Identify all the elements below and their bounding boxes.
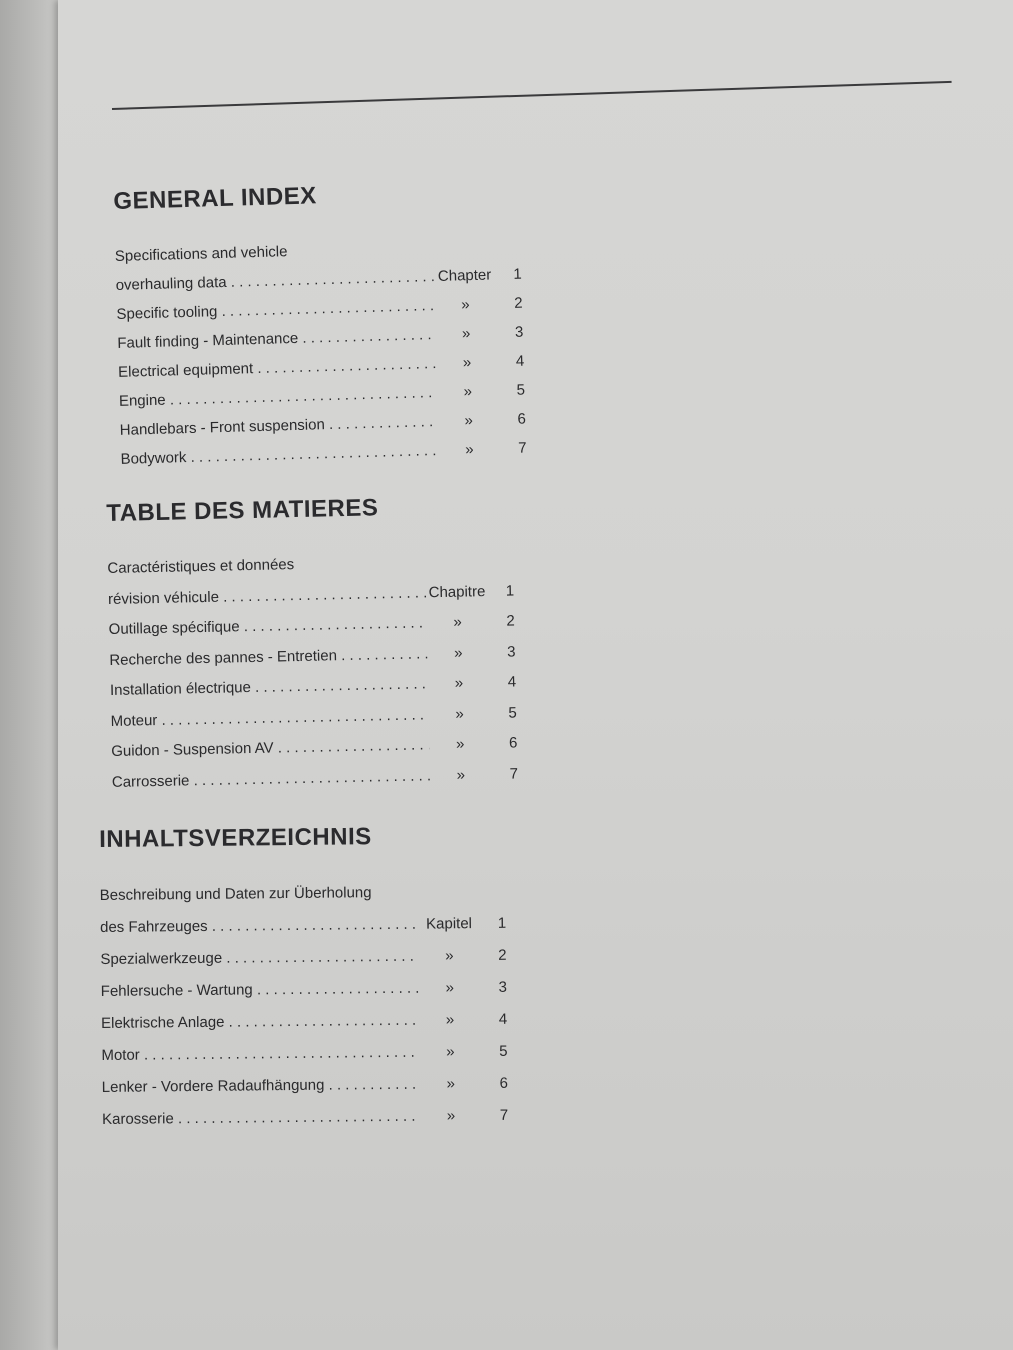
entry-label: Handlebars - Front suspension . . .	[119, 407, 438, 445]
section-title: TABLE DES MATIERES	[106, 494, 379, 527]
entry-chapter-number: 5	[499, 1042, 508, 1060]
entry-chapter-number: 1	[513, 265, 522, 283]
index-entry	[101, 971, 531, 1008]
entry-chapter-number: 7	[499, 1106, 509, 1124]
index-entry	[102, 1099, 532, 1136]
entry-chapter-word: »	[445, 947, 454, 965]
entry-chapter-word: »	[462, 354, 472, 372]
index-entry	[100, 907, 530, 944]
entry-chapter-word: »	[446, 1075, 455, 1093]
entry-label: Guidon - Suspension AV . . .	[111, 730, 430, 767]
entry-chapter-number: 5	[516, 381, 526, 399]
entry-label: des Fahrzeuges . . .	[100, 909, 418, 944]
entry-chapter-number: 6	[508, 734, 518, 752]
entry-chapter-word: »	[456, 766, 466, 784]
entry-chapter-word: Kapitel	[426, 915, 473, 933]
section-title: INHALTSVERZEICHNIS	[99, 823, 372, 853]
entry-chapter-word: »	[453, 613, 462, 631]
entry-label: révision véhicule . . .	[108, 578, 427, 615]
entry-label: Outillage spécifique . . .	[108, 608, 427, 645]
entry-chapter-word: »	[455, 705, 464, 723]
section-title: GENERAL INDEX	[113, 182, 318, 215]
index-entry	[102, 1067, 532, 1104]
entry-chapter-word: »	[460, 296, 470, 314]
section-general-index	[113, 176, 551, 474]
entry-chapter-number: 6	[517, 410, 527, 428]
section-table-des-matieres	[106, 491, 542, 798]
entry-chapter-number: 2	[506, 612, 515, 630]
entry-label: Lenker - Vordere Radaufhängung . . .	[102, 1069, 420, 1104]
entry-chapter-word: »	[453, 644, 463, 662]
entry-intro-label: Caractéristiques et données	[107, 556, 295, 577]
entry-label: Moteur . . .	[110, 700, 429, 737]
entry-chapter-word: Chapitre	[428, 582, 486, 601]
entry-chapter-word: »	[446, 1043, 455, 1061]
entry-chapter-word: »	[445, 979, 454, 997]
entry-chapter-word: »	[445, 1011, 455, 1029]
entry-chapter-number: 4	[515, 352, 525, 370]
entry-intro-label: Specifications and vehicle	[114, 243, 288, 265]
entry-chapter-number: 4	[507, 673, 517, 691]
entry-chapter-word: »	[446, 1107, 456, 1125]
entry-label: Elektrische Anlage . . .	[101, 1005, 419, 1040]
entry-chapter-number: 7	[509, 764, 519, 783]
entry-label: Spezialwerkzeuge . . .	[100, 941, 418, 976]
entry-label: Fehlersuche - Wartung . . .	[101, 973, 419, 1008]
entry-chapter-word: »	[463, 383, 473, 401]
index-entry	[101, 1035, 531, 1072]
entry-chapter-number: 2	[513, 294, 523, 312]
entry-label: Electrical equipment . . .	[118, 349, 437, 387]
entry-intro-label: Beschreibung und Daten zur Überholung	[99, 884, 372, 904]
entry-chapter-number: 3	[514, 323, 524, 341]
index-entry	[100, 939, 530, 976]
entry-chapter-word: »	[464, 412, 474, 430]
entry-chapter-number: 4	[498, 1010, 508, 1028]
entry-chapter-number: 1	[505, 581, 515, 600]
entry-chapter-word: Chapter	[437, 266, 492, 285]
section-inhaltsverzeichnis	[99, 821, 532, 1135]
entry-label: Engine . . .	[119, 378, 438, 416]
entry-chapter-number: 7	[518, 439, 527, 457]
entry-label: Installation électrique . . .	[110, 669, 429, 706]
entry-label: Carrosserie . . .	[112, 761, 431, 798]
entry-chapter-word: »	[461, 325, 471, 343]
entry-chapter-number: 3	[498, 978, 507, 996]
entry-intro	[100, 875, 530, 912]
index-entry	[101, 1003, 531, 1040]
entry-label: Karosserie . . .	[102, 1101, 420, 1136]
entry-chapter-word: »	[465, 441, 474, 459]
entry-chapter-word: »	[454, 674, 464, 692]
entry-chapter-number: 6	[499, 1074, 508, 1092]
entry-label: Specific tooling . . .	[116, 291, 435, 329]
entry-label: Motor . . .	[101, 1037, 419, 1072]
entry-label: Bodywork . . .	[120, 436, 439, 474]
entry-chapter-number: 1	[497, 914, 507, 932]
entry-chapter-number: 2	[498, 946, 507, 964]
entry-label: Recherche des pannes - Entretien . . .	[109, 639, 428, 676]
entry-chapter-word: »	[455, 735, 465, 753]
entry-chapter-number: 3	[506, 642, 516, 661]
entry-chapter-number: 5	[508, 703, 517, 722]
entry-label: Fault finding - Maintenance . . .	[117, 320, 436, 358]
entry-label: overhauling data . . .	[115, 262, 434, 300]
